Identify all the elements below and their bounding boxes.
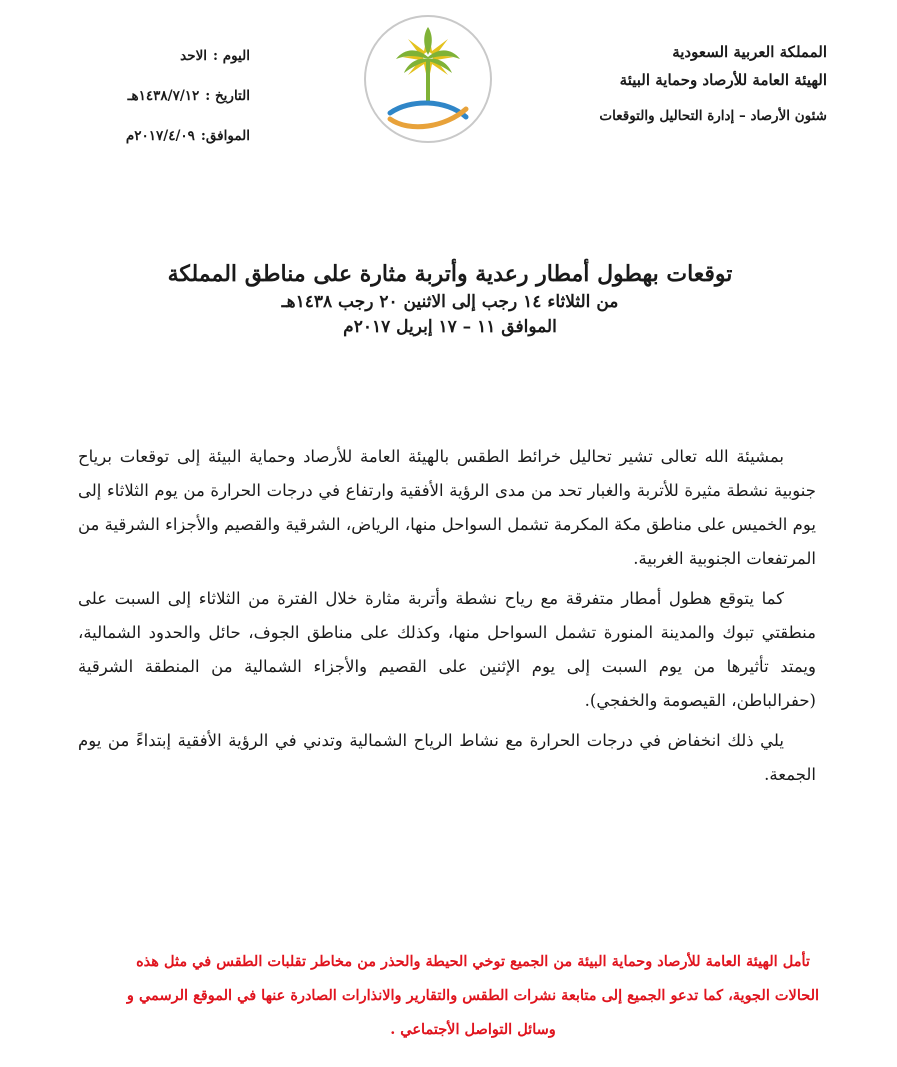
public-notice: تأمل الهيئة العامة للأرصاد وحماية البيئة من الجميع توخي الحيطة والحذر من مخاطر تقلبات الطقس في مثل هذه الحالات الجوية، كما تدعو الجميع إلى متابعة نشرات الطقس والتقارير والانذارات الصادرة عنها في الموقع الرسمي و وسائل التواصل الأجتماعي . — [126, 953, 820, 1038]
gregorian-date-label: الموافق: — [200, 128, 250, 144]
organization-header — [547, 38, 827, 130]
authority-name: الهيئة العامة للأرصاد وحماية البيئة — [619, 71, 827, 89]
period-hijri: من الثلاثاء ١٤ رجب إلى الاثنين ٢٠ رجب ١٤٣٨هـ — [281, 292, 619, 312]
period-gregorian: الموافق ١١ – ١٧ إبريل ٢٠١٧م — [343, 317, 557, 337]
hijri-date-row — [100, 82, 250, 122]
gregorian-date-value: ٢٠١٧/٤/٠٩م — [125, 128, 195, 144]
saudi-emblem-icon — [364, 15, 492, 143]
country-name: المملكة العربية السعودية — [672, 43, 827, 61]
forecast-body — [78, 440, 816, 798]
hijri-date-label: التاريخ : — [205, 88, 250, 104]
hijri-date-value: ١٤٣٨/٧/١٢هـ — [127, 88, 200, 104]
paragraph: يلي ذلك انخفاض في درجات الحرارة مع نشاط الرياح الشمالية وتدني في الرؤية الأفقية إبتداءً من يوم الجمعة. — [78, 731, 816, 784]
day-row — [100, 42, 250, 82]
day-label: اليوم : — [213, 48, 250, 64]
date-block — [100, 42, 250, 162]
gregorian-date-row — [100, 122, 250, 162]
day-value: الاحد — [180, 48, 208, 64]
department-name: شئون الأرصاد – إدارة التحاليل والتوقعات — [599, 108, 827, 124]
title-block — [120, 258, 780, 340]
paragraph: بمشيئة الله تعالى تشير تحاليل خرائط الطقس بالهيئة العامة للأرصاد وحماية البيئة إلى توقعات برياح جنوبية نشطة مثيرة للأتربة والغبار تحد من مدى الرؤية الأفقية وارتفاع في درجات الحرارة من يوم الثلاثاء إلى يوم الخميس على مناطق مكة المكرمة تشمل السواحل منها، الرياض، الشرقية والقصيم والأجزاء الشرقية من المرتفعات الجنوبية الغربية. — [78, 447, 816, 568]
paragraph: كما يتوقع هطول أمطار متفرقة مع رياح نشطة وأتربة مثارة خلال الفترة من الثلاثاء إلى السبت على منطقتي تبوك والمدينة المنورة تشمل السواحل منها، وكذلك على مناطق الجوف، حائل والحدود الشمالية، ويمتد تأثيرها من يوم السبت إلى يوم الإثنين على القصيم والأجزاء الشمالية من المنطقة الشرقية (حفرالباطن، القيصومة والخفجي). — [78, 589, 816, 710]
document-title: توقعات بهطول أمطار رعدية وأتربة مثارة على مناطق المملكة — [167, 261, 733, 287]
